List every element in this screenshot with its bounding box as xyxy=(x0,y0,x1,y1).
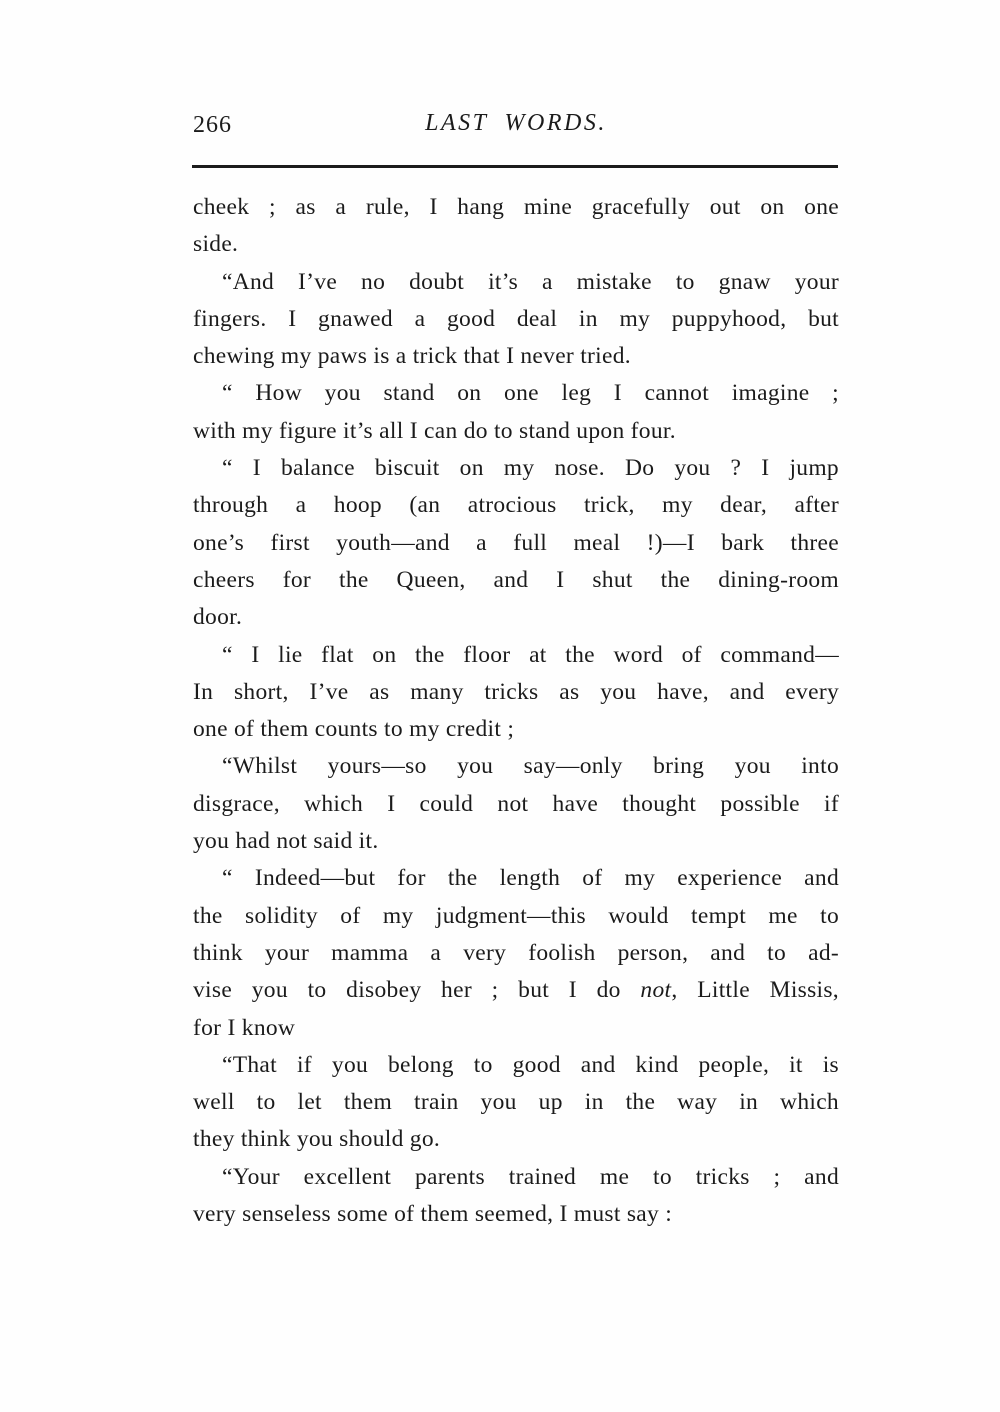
text-line: “ Indeed—but for the length of my experience and xyxy=(222,865,839,892)
text-line: one of them counts to my credit ; xyxy=(193,716,515,743)
text-line: one’s first youth—and a full meal !)—I bark three xyxy=(193,529,839,556)
text-line: side. xyxy=(193,231,239,258)
text-line: fingers. I gnawed a good deal in my puppyhood, but xyxy=(193,305,839,332)
text-line: cheers for the Queen, and I shut the dining-room xyxy=(193,566,839,593)
text-line: they think you should go. xyxy=(193,1126,441,1153)
text-line: cheek ; as a rule, I hang mine gracefully out on one xyxy=(193,194,839,220)
text-line: “ How you stand on one leg I cannot imagine ; xyxy=(222,380,839,407)
text-line: “Your excellent parents trained me to tricks ; and xyxy=(222,1163,839,1190)
text-line: “That if you belong to good and kind people, it is xyxy=(222,1051,839,1078)
text-line: “ I lie flat on the floor at the word of command— xyxy=(222,641,839,668)
text-line: “ I balance biscuit on my nose. Do you ? I jump xyxy=(222,455,839,482)
running-title: LAST WORDS. xyxy=(425,110,607,136)
text-line: the solidity of my judgment—this would tempt me to xyxy=(193,902,839,929)
text-line: “Whilst yours—so you say—only bring you into xyxy=(222,753,839,780)
text-line: very senseless some of them seemed, I must say : xyxy=(193,1201,673,1228)
text-line: “And I’ve no doubt it’s a mistake to gnaw your xyxy=(222,268,839,295)
text-line: disgrace, which I could not have thought possible if xyxy=(193,790,839,817)
text-line: think your mamma a very foolish person, and to ad- xyxy=(193,939,839,966)
page-header xyxy=(193,110,839,150)
text-line: through a hoop (an atrocious trick, my dear, after xyxy=(193,492,839,519)
text-line: you had not said it. xyxy=(193,828,379,855)
text-line: chewing my paws is a trick that I never tried. xyxy=(193,343,631,370)
text-line: with my figure it’s all I can do to stand upon four. xyxy=(193,417,676,444)
text-line: for I know xyxy=(193,1014,296,1041)
header-rule-divider xyxy=(192,165,838,168)
body-text xyxy=(193,189,839,1233)
text-line: In short, I’ve as many tricks as you have, and every xyxy=(193,678,839,705)
text-line: door. xyxy=(193,604,243,631)
text-line: vise you to disobey her ; but I do not, Little Missis, xyxy=(193,977,839,1004)
page-number: 266 xyxy=(193,112,232,138)
text-line: well to let them train you up in the way in which xyxy=(193,1089,839,1116)
